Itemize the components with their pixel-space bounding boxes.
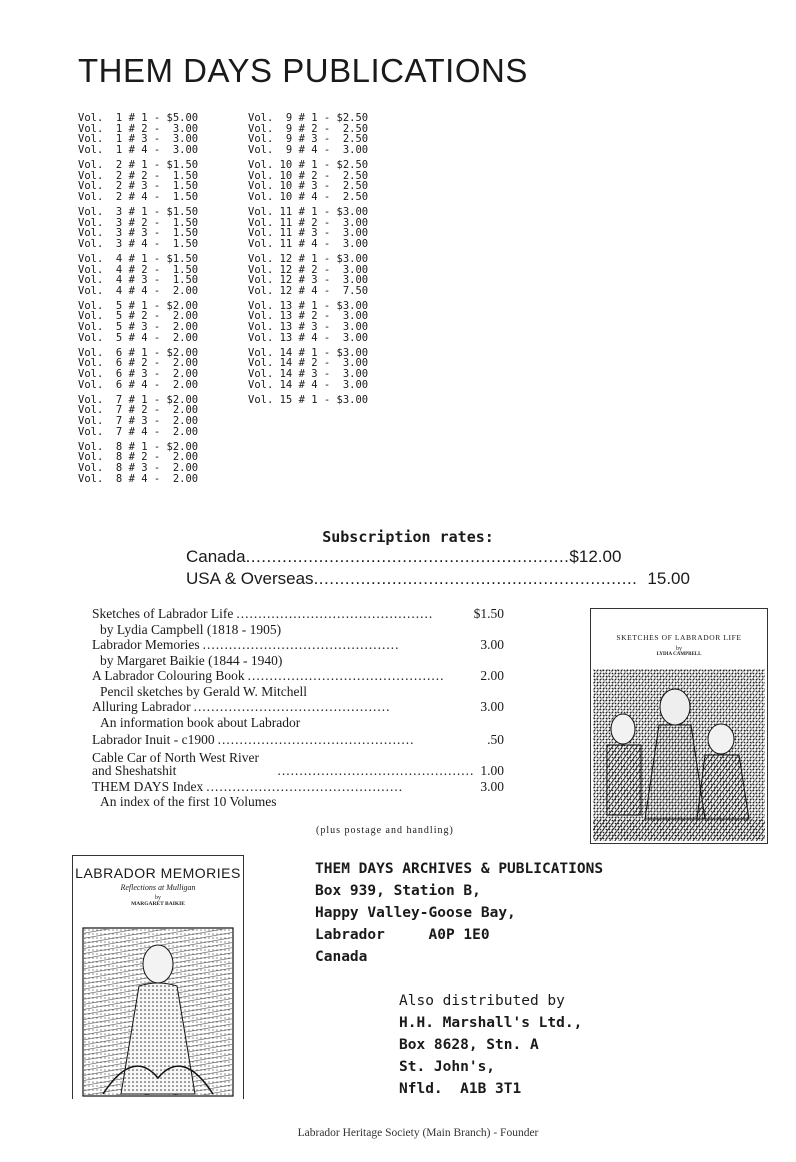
book-title: Labrador Inuit - c1900 [92,732,215,747]
book-cover-memories [72,855,244,1099]
book-note: by Lydia Campbell (1818 - 1905) [100,621,282,637]
volume-group [78,254,198,296]
address-line: Box 939, Station B, [315,883,481,899]
volume-price-row: Vol. 3 # 2 - 1.50 [78,216,199,229]
book-cover-sketches [590,608,768,844]
volume-price-row: Vol. 3 # 3 - 1.50 [78,227,199,240]
volume-group [78,113,198,155]
subscription-canada [186,547,622,567]
book-note: Pencil sketches by Gerald W. Mitchell [100,683,307,699]
cover-title: LABRADOR MEMORIES [75,865,241,881]
volume-price-row: Vol. 13 # 3 - 3.00 [248,321,369,334]
address-line: H.H. Marshall's Ltd., [399,1015,583,1031]
distributor-address [399,990,582,1100]
footer-credit: Labrador Heritage Society (Main Branch) - Founder [297,1127,539,1139]
book-item [92,732,504,748]
volume-price-row: Vol. 5 # 4 - 2.00 [78,331,199,344]
address-line: Canada [315,949,368,965]
volume-price-row: Vol. 4 # 3 - 1.50 [78,274,199,287]
leader-dots: ............................................. [247,668,445,683]
volume-price-row: Vol. 14 # 2 - 3.00 [248,357,369,370]
volume-price-row: Vol. 1 # 3 - 3.00 [78,133,199,146]
book-item [92,606,504,622]
cover-title: SKETCHES OF LABRADOR LIFE [616,633,742,642]
volume-price-row: Vol. 13 # 4 - 3.00 [248,331,369,344]
volume-price-row: Vol. 9 # 2 - 2.50 [248,122,369,135]
cover-by: by [676,646,682,652]
book-note: An index of the first 10 Volumes [100,794,277,809]
volume-price-row: Vol. 14 # 4 - 3.00 [248,378,369,391]
volume-price-row: Vol. 10 # 1 - $2.50 [248,158,369,171]
volume-price-row: Vol. 8 # 4 - 2.00 [78,472,199,485]
volume-price-row: Vol. 7 # 1 - $2.00 [78,393,199,406]
volume-group [248,395,368,406]
volume-group [248,301,368,343]
book-price: 1.00 [480,762,504,778]
book-note: by Margaret Baikie (1844 - 1940) [100,652,283,668]
volume-price-row: Vol. 8 # 2 - 2.00 [78,451,199,464]
book-title: Labrador Memories [92,637,200,652]
volume-price-row: Vol. 11 # 3 - 3.00 [248,227,369,240]
volume-group [248,348,368,390]
volume-price-row: Vol. 10 # 4 - 2.50 [248,190,369,203]
volume-price-row: Vol. 5 # 1 - $2.00 [78,299,199,312]
cover-subtitle: Reflections at Mulligan [120,883,196,892]
book-item [92,699,504,715]
cover-author: LYDIA CAMPBELL [656,652,702,657]
volume-price-list-right [248,113,368,410]
volume-price-row: Vol. 9 # 3 - 2.50 [248,133,369,146]
cover-by: by [155,895,161,901]
volume-price-row: Vol. 1 # 2 - 3.00 [78,122,199,135]
book-price: 3.00 [480,637,504,652]
volume-price-row: Vol. 3 # 4 - 1.50 [78,237,199,250]
volume-price-row: Vol. 2 # 2 - 1.50 [78,169,199,182]
volume-price-row: Vol. 10 # 3 - 2.50 [248,180,369,193]
volume-price-row: Vol. 9 # 4 - 3.00 [248,143,369,156]
volume-price-row: Vol. 2 # 4 - 1.50 [78,190,199,203]
leader-dots: .............................................................. [313,569,638,588]
volume-group [248,113,368,155]
publisher-address [315,858,603,968]
book-item [92,779,504,795]
volume-price-row: Vol. 8 # 1 - $2.00 [78,440,199,453]
volume-price-row: Vol. 12 # 3 - 3.00 [248,274,369,287]
volume-price-row: Vol. 2 # 1 - $1.50 [78,158,199,171]
volume-group [78,348,198,390]
book-price: .50 [487,732,504,747]
book-title: A Labrador Colouring Book [92,668,245,683]
book-title: Alluring Labrador [92,699,191,714]
book-price: 2.00 [480,668,504,683]
volume-price-row: Vol. 11 # 1 - $3.00 [248,205,369,218]
leader-dots: ............................................. [236,606,434,621]
book-title: Sketches of Labrador Life [92,606,234,621]
subscription-canada-label: Canada [186,547,246,566]
book-item [92,637,504,653]
volume-price-row: Vol. 3 # 1 - $1.50 [78,205,199,218]
book-price: 3.00 [480,699,504,714]
page-title: THEM DAYS PUBLICATIONS [78,52,528,89]
volume-price-row: Vol. 11 # 4 - 3.00 [248,237,369,250]
volume-price-row: Vol. 6 # 3 - 2.00 [78,368,199,381]
book-price: $1.50 [473,606,504,621]
volume-price-row: Vol. 12 # 4 - 7.50 [248,284,369,297]
volume-group [248,207,368,249]
book-list [92,606,504,810]
volume-price-row: Vol. 7 # 3 - 2.00 [78,415,199,427]
subscription-heading: Subscription rates: [322,528,494,546]
address-line: Nfld. A1B 3T1 [399,1081,522,1097]
volume-price-row: Vol. 12 # 1 - $3.00 [248,252,369,265]
address-line: Labrador A0P 1E0 [315,927,490,943]
leader-dots: ............................................. [206,778,404,794]
address-line: Happy Valley-Goose Bay, [315,905,516,921]
volume-group [248,160,368,202]
volume-price-row: Vol. 7 # 2 - 2.00 [78,404,199,417]
volume-price-row: Vol. 6 # 1 - $2.00 [78,346,199,359]
leader-dots: ............................................. [217,732,415,747]
cover-illustration [83,928,233,1096]
subscription-usa-price: 15.00 [647,569,690,588]
volume-price-row: Vol. 4 # 1 - $1.50 [78,252,199,265]
volume-price-row: Vol. 8 # 3 - 2.00 [78,461,199,474]
subscription-canada-price: $12.00 [569,547,622,566]
leader-dots: ............................................. [277,762,475,778]
postage-note: (plus postage and handling) [316,825,454,836]
book-title: THEM DAYS Index [92,778,204,794]
volume-price-row: Vol. 13 # 2 - 3.00 [248,310,369,323]
volume-price-row: Vol. 14 # 1 - $3.00 [248,346,369,359]
volume-price-row: Vol. 7 # 4 - 2.00 [78,425,199,438]
volume-price-row: Vol. 4 # 2 - 1.50 [78,263,199,276]
address-line: THEM DAYS ARCHIVES & PUBLICATIONS [315,861,604,877]
volume-group [248,254,368,296]
distributor-heading: Also distributed by [399,993,565,1009]
volume-price-row: Vol. 13 # 1 - $3.00 [248,299,369,312]
leader-dots: ............................................. [193,699,391,714]
cover-author: MARGARET BAIKIE [131,901,185,907]
book-note: An information book about Labrador [100,714,301,730]
volume-price-row: Vol. 5 # 3 - 2.00 [78,321,199,334]
volume-price-row: Vol. 1 # 4 - 3.00 [78,143,199,156]
volume-price-row: Vol. 10 # 2 - 2.50 [248,169,369,182]
book-title: Cable Car of North West River and Sheshatshit [92,749,260,778]
book-price: 3.00 [480,778,504,794]
address-line: Box 8628, Stn. A [399,1037,539,1053]
leader-dots: ............................................. [202,637,400,652]
volume-price-row: Vol. 6 # 4 - 2.00 [78,378,199,391]
volume-price-row: Vol. 6 # 2 - 2.00 [78,357,199,370]
leader-dots: .............................................................. [245,547,570,566]
cover-photo [593,669,765,841]
volume-price-row: Vol. 9 # 1 - $2.50 [248,112,369,124]
book-item [92,751,504,777]
volume-price-row: Vol. 14 # 3 - 3.00 [248,368,369,381]
volume-price-row: Vol. 1 # 1 - $5.00 [78,112,199,124]
volume-price-list-left [78,113,198,489]
address-line: St. John's, [399,1059,496,1075]
volume-price-row: Vol. 12 # 2 - 3.00 [248,263,369,276]
subscription-usa [186,569,690,589]
volume-price-row: Vol. 2 # 3 - 1.50 [78,180,199,193]
volume-group [78,442,198,484]
volume-group [78,207,198,249]
volume-group [78,160,198,202]
subscription-usa-label: USA & Overseas [186,569,314,588]
volume-price-row: Vol. 5 # 2 - 2.00 [78,310,199,323]
volume-group [78,395,198,437]
volume-price-row: Vol. 11 # 2 - 3.00 [248,216,369,229]
book-item [92,668,504,684]
volume-price-row: Vol. 15 # 1 - $3.00 [248,393,369,406]
volume-group [78,301,198,343]
volume-price-row: Vol. 4 # 4 - 2.00 [78,284,199,297]
